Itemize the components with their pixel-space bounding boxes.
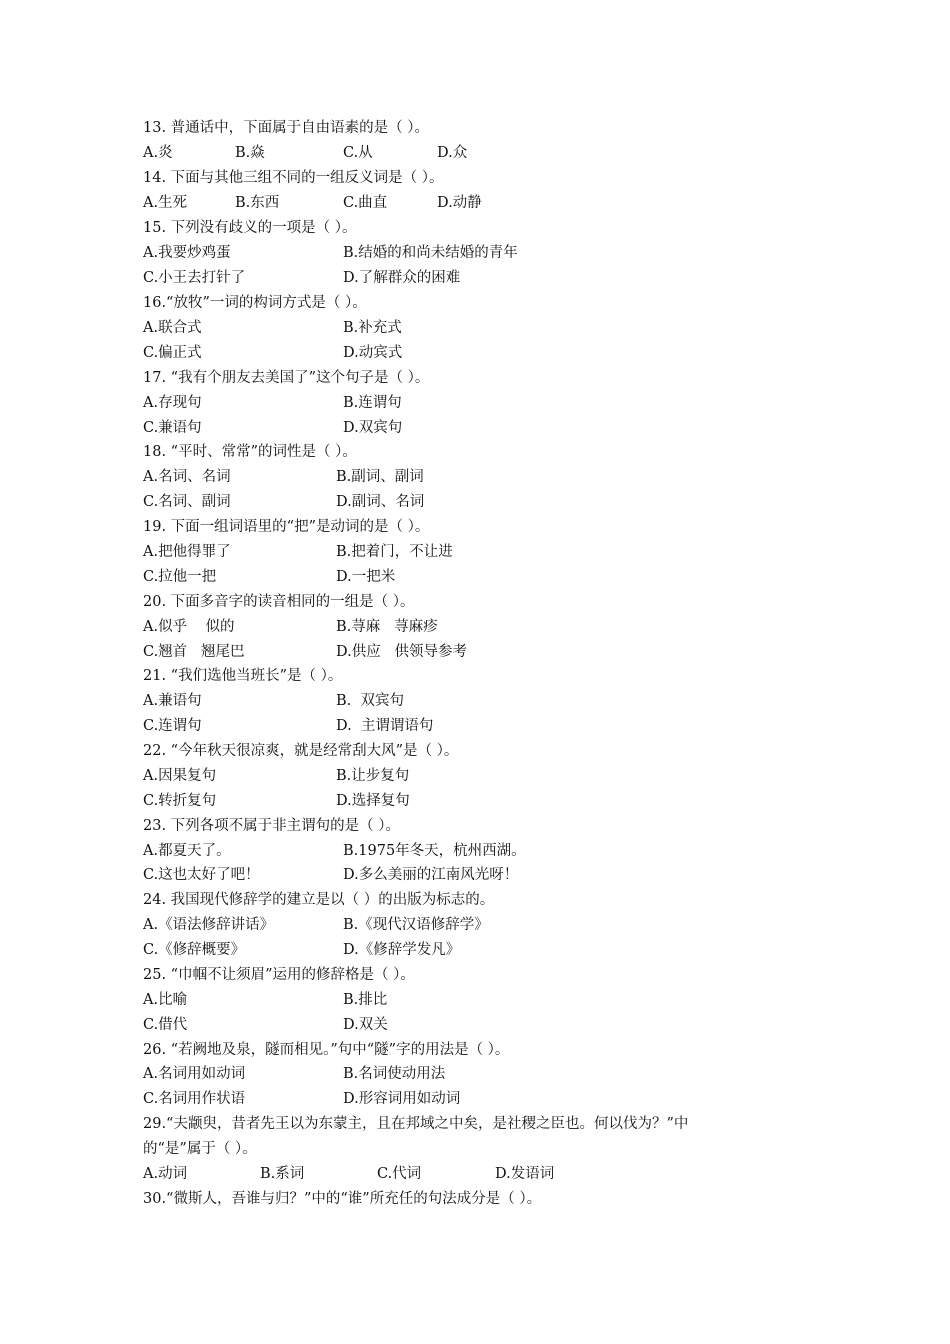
option-a: A.比喻 [143, 992, 188, 1008]
option-b: B.系词 [260, 1166, 305, 1182]
option-b: B.副词、副词 [336, 469, 424, 485]
question-21: 21. “我们选他当班长”是（ ）。 [143, 668, 343, 684]
option-a: A.《语法修辞讲话》 [143, 917, 275, 933]
option-d: D.选择复句 [336, 793, 410, 809]
option-a: A.似乎 似的 [143, 619, 235, 635]
option-d: D.一把米 [336, 569, 396, 585]
question-23: 23. 下列各项不属于非主谓句的是（ ）。 [143, 818, 401, 834]
option-d: D.了解群众的困难 [343, 270, 461, 286]
option-c: C.代词 [377, 1166, 422, 1182]
option-d: D.动宾式 [343, 345, 403, 361]
option-b: B.《现代汉语修辞学》 [343, 917, 489, 933]
option-d: D.动静 [437, 195, 482, 211]
option-a: A.联合式 [143, 320, 202, 336]
option-a: A.名词用如动词 [143, 1066, 246, 1082]
option-b: B.名词使动用法 [343, 1066, 446, 1082]
option-b: B.把着门，不让进 [336, 544, 453, 560]
option-d: D.副词、名词 [336, 494, 425, 510]
option-c: C.《修辞概要》 [143, 942, 246, 958]
option-a: A.动词 [143, 1166, 188, 1182]
question-25: 25. “巾帼不让须眉”运用的修辞格是（ ）。 [143, 967, 415, 983]
question-17: 17. “我有个朋友去美国了”这个句子是（ ）。 [143, 370, 430, 386]
option-a: A.兼语句 [143, 693, 202, 709]
question-29: 29.“夫颛臾，昔者先王以为东蒙主，且在邦域之中矣，是社稷之臣也。何以伐为？”中 [143, 1116, 689, 1132]
option-b: B.1975年冬天，杭州西湖。 [343, 843, 526, 859]
option-d: D.双关 [343, 1017, 388, 1033]
option-a: A.把他得罪了 [143, 544, 231, 560]
question-29-continued: 的“是”属于（ ）。 [143, 1141, 257, 1157]
option-c: C.偏正式 [143, 345, 202, 361]
option-d: D.《修辞学发凡》 [343, 942, 461, 958]
option-c: C.借代 [143, 1017, 188, 1033]
option-d: D.发语词 [495, 1166, 555, 1182]
option-b: B.排比 [343, 992, 388, 1008]
option-b: B.让步复句 [336, 768, 410, 784]
option-b: B.结婚的和尚未结婚的青年 [343, 245, 518, 261]
option-b: B.焱 [235, 145, 265, 161]
option-d: D.供应 供领导参考 [336, 644, 468, 660]
option-c: C.曲直 [343, 195, 388, 211]
option-c: C.连谓句 [143, 718, 202, 734]
option-d: D.众 [437, 145, 468, 161]
option-c: C.从 [343, 145, 373, 161]
question-18: 18. “平时、常常”的词性是（ ）。 [143, 444, 357, 460]
question-19: 19. 下面一组词语里的“把”是动词的是（ ）。 [143, 519, 430, 535]
option-a: A.生死 [143, 195, 188, 211]
option-c: C.翘首 翘尾巴 [143, 644, 245, 660]
question-16: 16.“放牧”一词的构词方式是（ ）。 [143, 295, 367, 311]
option-c: C.转折复句 [143, 793, 217, 809]
question-26: 26. “若阙地及泉，隧而相见。”句中“隧”字的用法是（ ）。 [143, 1042, 510, 1058]
option-a: A.炎 [143, 145, 173, 161]
question-22: 22. “今年秋天很凉爽，就是经常刮大风”是（ ）。 [143, 743, 459, 759]
option-c: C.这也太好了吧！ [143, 867, 260, 883]
option-a: A.存现句 [143, 395, 202, 411]
option-d: D.多么美丽的江南风光呀！ [343, 867, 519, 883]
option-d: D.双宾句 [343, 420, 403, 436]
question-24: 24. 我国现代修辞学的建立是以（ ）的出版为标志的。 [143, 892, 495, 908]
option-a: A.我要炒鸡蛋 [143, 245, 231, 261]
option-d: D. 主谓谓语句 [336, 718, 434, 734]
option-b: B.补充式 [343, 320, 402, 336]
option-b: B. 双宾句 [336, 693, 404, 709]
option-b: B.东西 [235, 195, 280, 211]
question-13: 13. 普通话中，下面属于自由语素的是（ ）。 [143, 120, 430, 136]
option-a: A.都夏天了。 [143, 843, 231, 859]
option-a: A.因果复句 [143, 768, 217, 784]
option-b: B.荨麻 荨麻疹 [336, 619, 438, 635]
option-c: C.名词、副词 [143, 494, 231, 510]
question-14: 14. 下面与其他三组不同的一组反义词是（ ）。 [143, 170, 444, 186]
option-c: C.拉他一把 [143, 569, 217, 585]
option-c: C.名词用作状语 [143, 1091, 246, 1107]
option-d: D.形容词用如动词 [343, 1091, 461, 1107]
question-30: 30.“微斯人，吾谁与归？”中的“谁”所充任的句法成分是（ ）。 [143, 1191, 542, 1207]
question-20: 20. 下面多音字的读音相同的一组是（ ）。 [143, 594, 415, 610]
option-c: C.兼语句 [143, 420, 202, 436]
option-b: B.连谓句 [343, 395, 402, 411]
option-c: C.小王去打针了 [143, 270, 246, 286]
question-15: 15. 下列没有歧义的一项是（ ）。 [143, 220, 357, 236]
option-a: A.名词、名词 [143, 469, 231, 485]
